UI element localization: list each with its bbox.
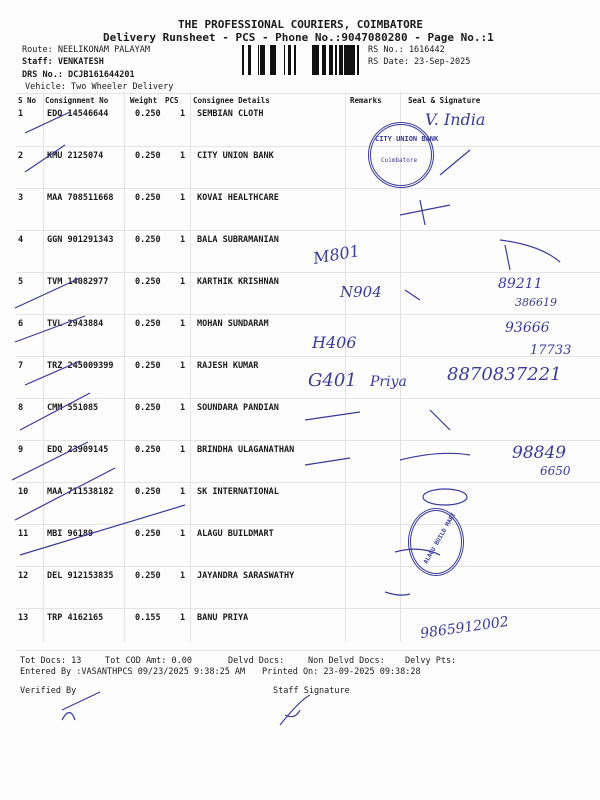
handwritten-note: 6650 <box>540 464 571 478</box>
bank-seal: CITY UNION BANK Coimbatore <box>368 122 434 188</box>
cell-cno: TRP 4162165 <box>47 613 104 623</box>
cell-weight: 0.250 <box>135 319 161 329</box>
cell-sno: 10 <box>18 487 29 497</box>
cell-pcs: 1 <box>180 109 186 119</box>
non-delivered-docs: Non Delvd Docs: <box>308 656 385 666</box>
cell-cno: MAA 708511668 <box>47 193 114 203</box>
handwritten-note: G401 <box>308 370 357 391</box>
cell-sno: 3 <box>18 193 24 203</box>
cell-weight: 0.250 <box>135 361 161 371</box>
cell-weight: 0.250 <box>135 529 161 539</box>
cell-consignee: SK INTERNATIONAL <box>197 487 279 497</box>
cell-weight: 0.250 <box>135 487 161 497</box>
cell-sno: 4 <box>18 235 24 245</box>
cell-pcs: 1 <box>180 151 186 161</box>
route: Route: NEELIKONAM PALAYAM <box>22 45 150 55</box>
cell-weight: 0.250 <box>135 151 161 161</box>
handwritten-note: V. India <box>425 110 486 129</box>
handwritten-note: 93666 <box>505 320 550 336</box>
cell-pcs: 1 <box>180 277 186 287</box>
cell-sno: 7 <box>18 361 24 371</box>
cell-consignee: BRINDHA ULAGANATHAN <box>197 445 295 455</box>
cell-sno: 8 <box>18 403 24 413</box>
col-weight: Weight <box>130 96 158 105</box>
cell-cno: KMU 2125074 <box>47 151 104 161</box>
cell-sno: 5 <box>18 277 24 287</box>
cell-pcs: 1 <box>180 235 186 245</box>
cell-cno: MBI 96189 <box>47 529 94 539</box>
col-consignment: Consignment No <box>45 96 109 105</box>
cell-sno: 9 <box>18 445 24 455</box>
cell-pcs: 1 <box>180 445 186 455</box>
handwritten-note: H406 <box>312 333 357 352</box>
cell-cno: CMM 551085 <box>47 403 99 413</box>
cell-weight: 0.155 <box>135 613 161 623</box>
handwritten-note: 89211 <box>498 276 543 292</box>
col-sno: S No <box>18 96 37 105</box>
printed-on: Printed On: 23-09-2025 09:38:28 <box>262 667 421 677</box>
cell-consignee: JAYANDRA SARASWATHY <box>197 571 295 581</box>
cell-cno: DEL 912153835 <box>47 571 114 581</box>
runsheet-title: Delivery Runsheet - PCS - Phone No.:9047080280 - Page No.:1 <box>103 31 494 44</box>
rs-number: RS No.: 1616442 <box>368 45 445 55</box>
handwritten-note: 98849 <box>512 443 567 463</box>
cell-consignee: ALAGU BUILDMART <box>197 529 274 539</box>
cell-pcs: 1 <box>180 403 186 413</box>
cell-consignee: SEMBIAN CLOTH <box>197 109 264 119</box>
cell-sno: 2 <box>18 151 24 161</box>
cell-pcs: 1 <box>180 193 186 203</box>
handwritten-note: 9865912002 <box>419 613 510 643</box>
staff: Staff: VENKATESH <box>22 57 104 67</box>
cell-consignee: RAJESH KUMAR <box>197 361 259 371</box>
cell-cno: EDQ 14546644 <box>47 109 109 119</box>
cell-weight: 0.250 <box>135 235 161 245</box>
cell-cno: TVL 2943884 <box>47 319 104 329</box>
rs-date: RS Date: 23-Sep-2025 <box>368 57 471 67</box>
cell-sno: 12 <box>18 571 29 581</box>
cell-weight: 0.250 <box>135 109 161 119</box>
cell-sno: 13 <box>18 613 29 623</box>
cell-consignee: KOVAI HEALTHCARE <box>197 193 279 203</box>
entered-by: Entered By :VASANTHPCS 09/23/2025 9:38:25 AM <box>20 667 246 677</box>
cell-weight: 0.250 <box>135 193 161 203</box>
staff-signature: Staff Signature <box>273 686 350 696</box>
cell-cno: TRZ 245009399 <box>47 361 114 371</box>
cell-sno: 11 <box>18 529 29 539</box>
delivery-points: Delvy Pts: <box>405 656 457 666</box>
cell-cno: MAA 711538182 <box>47 487 114 497</box>
alagu-seal: ALAGU BUILD MART <box>408 508 464 576</box>
handwritten-note: Priya <box>370 374 407 390</box>
cell-consignee: KARTHIK KRISHNAN <box>197 277 279 287</box>
cell-consignee: BALA SUBRAMANIAN <box>197 235 279 245</box>
delivered-docs: Delvd Docs: <box>228 656 285 666</box>
cell-sno: 6 <box>18 319 24 329</box>
vehicle: Vehicle: Two Wheeler Delivery <box>25 82 174 92</box>
handwritten-note: N904 <box>340 283 382 301</box>
cell-weight: 0.250 <box>135 571 161 581</box>
divider <box>16 650 600 651</box>
handwritten-note: 386619 <box>515 296 557 309</box>
cell-pcs: 1 <box>180 529 186 539</box>
col-remarks: Remarks <box>350 96 382 105</box>
cell-pcs: 1 <box>180 613 186 623</box>
cell-consignee: SOUNDARA PANDIAN <box>197 403 279 413</box>
cell-consignee: CITY UNION BANK <box>197 151 274 161</box>
cell-pcs: 1 <box>180 571 186 581</box>
tot-docs: Tot Docs: 13 <box>20 656 82 666</box>
tot-cod: Tot COD Amt: 0.00 <box>105 656 192 666</box>
cell-pcs: 1 <box>180 319 186 329</box>
cell-weight: 0.250 <box>135 445 161 455</box>
verified-by: Verified By <box>20 686 77 696</box>
cell-pcs: 1 <box>180 487 186 497</box>
col-pcs: PCS <box>165 96 179 105</box>
col-seal: Seal & Signature <box>408 96 481 105</box>
cell-weight: 0.250 <box>135 277 161 287</box>
cell-cno: EDQ 23909145 <box>47 445 109 455</box>
company-name: THE PROFESSIONAL COURIERS, COIMBATORE <box>178 18 424 31</box>
handwritten-note: 8870837221 <box>447 364 562 385</box>
cell-weight: 0.250 <box>135 403 161 413</box>
cell-cno: GGN 901291343 <box>47 235 114 245</box>
col-consignee: Consignee Details <box>193 96 270 105</box>
drs-number: DRS No.: DCJB161644201 <box>22 70 135 80</box>
cell-cno: TVM 14082977 <box>47 277 109 287</box>
handwritten-note: 17733 <box>530 343 572 358</box>
cell-pcs: 1 <box>180 361 186 371</box>
cell-consignee: MOHAN SUNDARAM <box>197 319 269 329</box>
cell-sno: 1 <box>18 109 24 119</box>
cell-consignee: BANU PRIYA <box>197 613 249 623</box>
handwritten-note: M801 <box>311 241 362 268</box>
